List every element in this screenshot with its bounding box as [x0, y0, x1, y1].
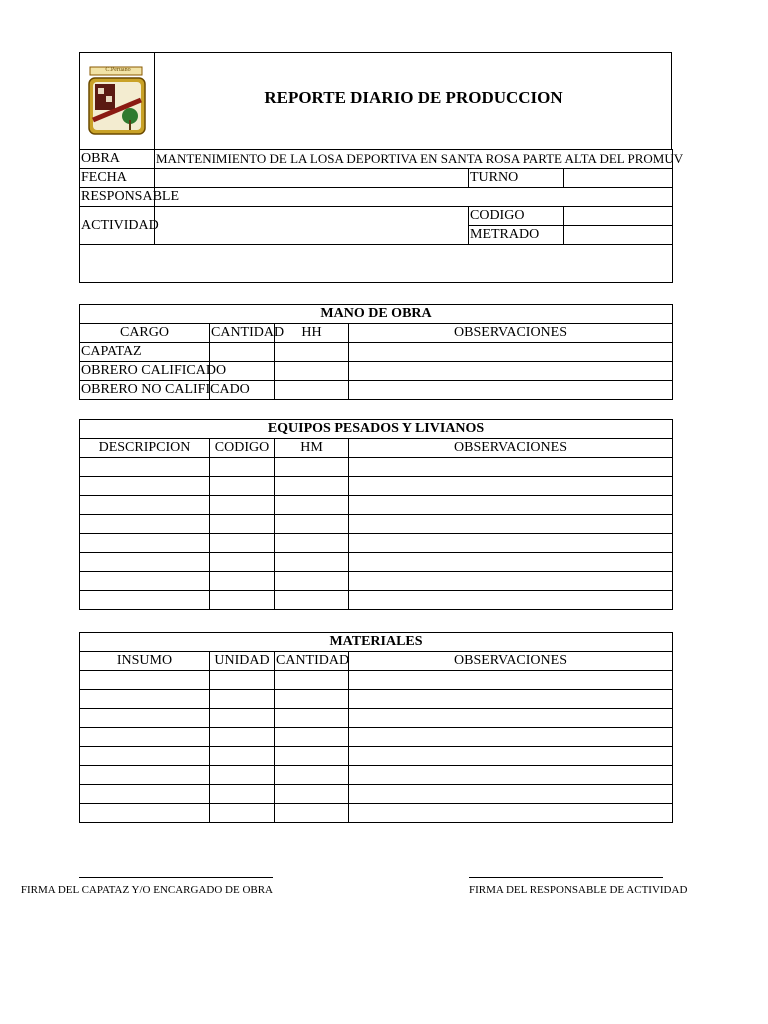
- col-header-cantidad: CANTIDAD: [210, 324, 275, 343]
- logo-banner-text: C.Peruano: [105, 67, 131, 73]
- equipos-title: EQUIPOS PESADOS Y LIVIANOS: [80, 420, 673, 439]
- mano-obra-table: [79, 304, 673, 400]
- cell[interactable]: [210, 477, 275, 496]
- cell[interactable]: [210, 728, 275, 747]
- cell[interactable]: [349, 477, 673, 496]
- cell[interactable]: [210, 515, 275, 534]
- table-row: [80, 477, 673, 496]
- cell[interactable]: [275, 496, 349, 515]
- cell[interactable]: [349, 515, 673, 534]
- cell[interactable]: [210, 766, 275, 785]
- metrado-label: METRADO: [469, 226, 564, 245]
- col-header-cargo: CARGO: [80, 324, 210, 343]
- cell[interactable]: [275, 477, 349, 496]
- col-header-hh: HH: [275, 324, 349, 343]
- cell[interactable]: [349, 572, 673, 591]
- cell[interactable]: [80, 709, 210, 728]
- actividad-field[interactable]: [155, 207, 469, 245]
- cell[interactable]: [80, 458, 210, 477]
- cell[interactable]: [275, 572, 349, 591]
- cell[interactable]: [275, 709, 349, 728]
- cell[interactable]: [275, 804, 349, 823]
- table-row: [80, 591, 673, 610]
- table-row: [80, 515, 673, 534]
- cell[interactable]: [210, 591, 275, 610]
- cell[interactable]: [275, 690, 349, 709]
- cell[interactable]: [275, 785, 349, 804]
- signature-line-right: [469, 877, 663, 878]
- hh-cell[interactable]: [275, 343, 349, 362]
- cell[interactable]: [210, 785, 275, 804]
- turno-field[interactable]: [564, 169, 673, 188]
- table-row: [80, 496, 673, 515]
- cell[interactable]: [349, 785, 673, 804]
- cargo-cell: OBRERO NO CALIFICADO: [80, 381, 210, 400]
- cell[interactable]: [210, 572, 275, 591]
- cell[interactable]: [210, 458, 275, 477]
- col-header-insumo: INSUMO: [80, 652, 210, 671]
- cell[interactable]: [275, 728, 349, 747]
- cantidad-cell[interactable]: [210, 343, 275, 362]
- codigo-label: CODIGO: [469, 207, 564, 226]
- col-header-cantidad: CANTIDAD: [275, 652, 349, 671]
- metrado-field[interactable]: [564, 226, 673, 245]
- cell[interactable]: [80, 591, 210, 610]
- cell[interactable]: [349, 747, 673, 766]
- cell[interactable]: [80, 747, 210, 766]
- col-header-unidad: UNIDAD: [210, 652, 275, 671]
- cell[interactable]: [210, 804, 275, 823]
- table-row: [80, 785, 673, 804]
- cell[interactable]: [349, 671, 673, 690]
- cell[interactable]: [349, 496, 673, 515]
- cell[interactable]: [210, 496, 275, 515]
- cell[interactable]: [349, 766, 673, 785]
- col-header-descripcion: DESCRIPCION: [80, 439, 210, 458]
- cell[interactable]: [275, 671, 349, 690]
- table-row: [80, 709, 673, 728]
- cell[interactable]: [349, 591, 673, 610]
- cell[interactable]: [275, 766, 349, 785]
- cell[interactable]: [349, 458, 673, 477]
- cell[interactable]: [80, 804, 210, 823]
- cell[interactable]: [349, 709, 673, 728]
- cell[interactable]: [80, 515, 210, 534]
- cell[interactable]: [349, 534, 673, 553]
- materiales-table: [79, 632, 673, 823]
- fecha-label: FECHA: [80, 169, 155, 188]
- col-header-observaciones: OBSERVACIONES: [349, 324, 673, 343]
- table-row: [80, 572, 673, 591]
- table-row: [80, 553, 673, 572]
- cell[interactable]: [349, 553, 673, 572]
- table-row: [80, 671, 673, 690]
- cargo-cell: OBRERO CALIFICADO: [80, 362, 210, 381]
- cell[interactable]: [275, 458, 349, 477]
- signature-label-right: FIRMA DEL RESPONSABLE DE ACTIVIDAD: [469, 884, 688, 896]
- cell[interactable]: [275, 747, 349, 766]
- mano-obra-title: MANO DE OBRA: [80, 305, 673, 324]
- observaciones-cell[interactable]: [349, 343, 673, 362]
- codigo-field[interactable]: [564, 207, 673, 226]
- cell[interactable]: [80, 728, 210, 747]
- cell[interactable]: [80, 534, 210, 553]
- table-row: [80, 458, 673, 477]
- obra-value[interactable]: MANTENIMIENTO DE LA LOSA DEPORTIVA EN SANTA ROSA PARTE ALTA DEL PROMUV: [155, 150, 673, 169]
- observaciones-cell[interactable]: [349, 381, 673, 400]
- obra-label: OBRA: [80, 150, 155, 169]
- observaciones-cell[interactable]: [349, 362, 673, 381]
- cell[interactable]: [210, 690, 275, 709]
- logo-crest-icon: [87, 64, 149, 138]
- cell[interactable]: [210, 671, 275, 690]
- equipos-table: [79, 419, 673, 610]
- signature-line-left: [79, 877, 273, 878]
- responsable-label: RESPONSABLE: [80, 188, 155, 207]
- actividad-label: ACTIVIDAD: [80, 207, 155, 245]
- cell[interactable]: [80, 785, 210, 804]
- table-row: [80, 766, 673, 785]
- cell[interactable]: [275, 553, 349, 572]
- cell[interactable]: [80, 496, 210, 515]
- table-row: [80, 343, 673, 362]
- signature-label-left: [20, 884, 273, 896]
- hh-cell[interactable]: [275, 381, 349, 400]
- cargo-cell: CAPATAZ: [80, 343, 210, 362]
- col-header-codigo: CODIGO: [210, 439, 275, 458]
- materiales-title: MATERIALES: [80, 633, 673, 652]
- header-info-table: [79, 149, 684, 283]
- cell[interactable]: [210, 709, 275, 728]
- cell[interactable]: [275, 591, 349, 610]
- col-header-observaciones: OBSERVACIONES: [349, 652, 673, 671]
- cell[interactable]: [80, 553, 210, 572]
- cell[interactable]: [275, 515, 349, 534]
- cell[interactable]: [80, 690, 210, 709]
- cell[interactable]: [80, 671, 210, 690]
- cell[interactable]: [210, 747, 275, 766]
- hh-cell[interactable]: [275, 362, 349, 381]
- cell[interactable]: [349, 804, 673, 823]
- cell[interactable]: [80, 766, 210, 785]
- signature-label-left-text: FIRMA DEL CAPATAZ Y/O ENCARGADO DE OBRA: [20, 884, 273, 896]
- page-title: REPORTE DIARIO DE PRODUCCION: [264, 88, 563, 107]
- table-row: [80, 804, 673, 823]
- cell[interactable]: [210, 553, 275, 572]
- table-row: [80, 747, 673, 766]
- responsable-field[interactable]: [155, 188, 673, 207]
- cell[interactable]: [80, 477, 210, 496]
- cell[interactable]: [210, 534, 275, 553]
- notes-field[interactable]: [80, 245, 673, 283]
- table-row: [80, 362, 673, 381]
- cell[interactable]: [80, 572, 210, 591]
- turno-label: TURNO: [469, 169, 564, 188]
- table-row: [80, 690, 673, 709]
- table-row: [80, 728, 673, 747]
- table-row: [80, 381, 673, 400]
- cell[interactable]: [349, 728, 673, 747]
- col-header-observaciones: OBSERVACIONES: [349, 439, 673, 458]
- table-row: [80, 534, 673, 553]
- cell[interactable]: [349, 690, 673, 709]
- cell[interactable]: [275, 534, 349, 553]
- fecha-field[interactable]: [155, 169, 469, 188]
- col-header-hm: HM: [275, 439, 349, 458]
